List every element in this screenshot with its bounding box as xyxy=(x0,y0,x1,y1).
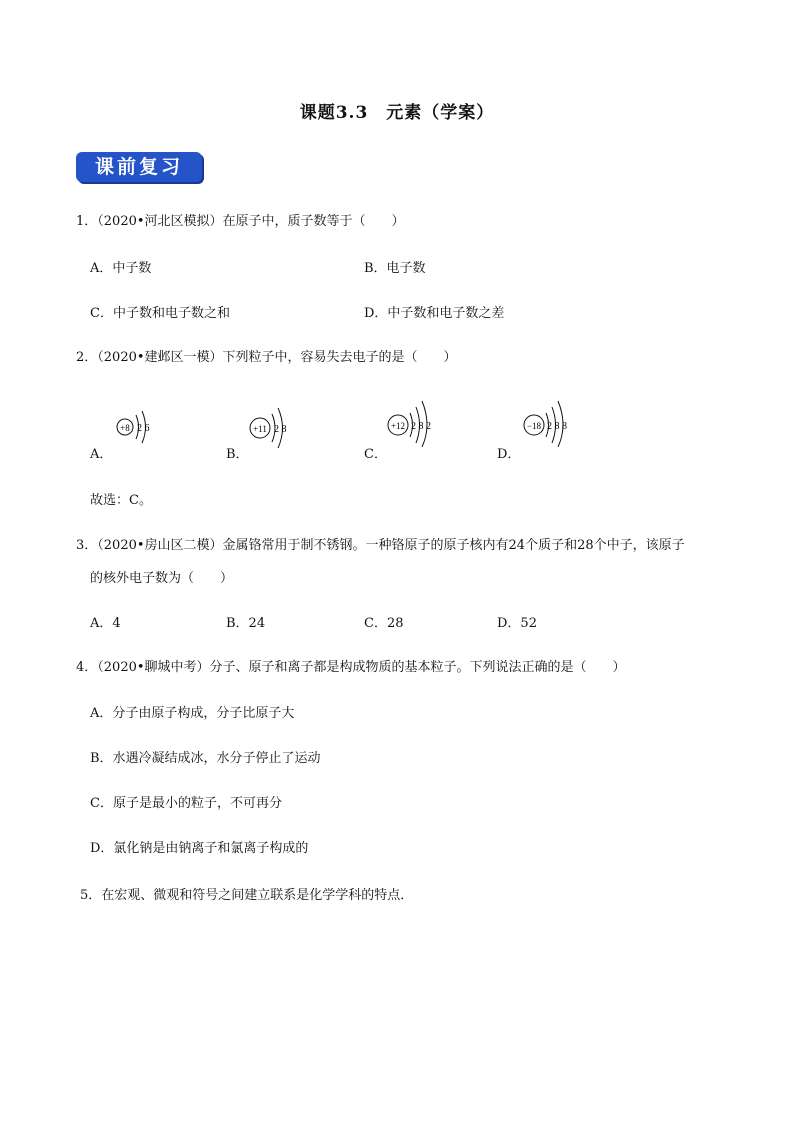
question-4-option-a: A．分子由原子构成，分子比原子大 xyxy=(90,706,295,721)
question-1-option-a: A．中子数 xyxy=(90,261,152,276)
question-3-option-d: D．52 xyxy=(497,616,537,631)
atom-b-nucleus: +11 xyxy=(253,424,267,434)
question-3-stem: 3．（2020•房山区二模）金属铬常用于制不锈钢。一种铬原子的原子核内有24个质子和28个中子，该原子 xyxy=(76,538,685,553)
question-4-stem: 4．（2020•聊城中考）分子、原子和离子都是构成物质的基本粒子。下列说法正确的是（ ） xyxy=(76,660,626,675)
question-2-option-a: A． xyxy=(90,447,113,462)
question-2-option-d: D． xyxy=(497,447,521,462)
atom-diagram-d xyxy=(518,395,582,453)
atom-diagram-c xyxy=(382,395,446,453)
question-3-option-c: C．28 xyxy=(364,616,404,631)
question-4-option-c: C．原子是最小的粒子，不可再分 xyxy=(90,796,282,811)
question-2-option-c: C． xyxy=(364,447,387,462)
question-4-option-d: D．氯化钠是由钠离子和氯离子构成的 xyxy=(90,841,309,856)
question-3-option-b: B．24 xyxy=(226,616,266,631)
question-3-option-a: A．4 xyxy=(90,616,121,631)
atom-diagram-a xyxy=(110,405,160,453)
atom-c-shells: 2 8 2 xyxy=(411,421,431,432)
question-4-option-b: B．水遇冷凝结成冰，水分子停止了运动 xyxy=(90,751,321,766)
question-1-option-b: B．电子数 xyxy=(364,261,426,276)
atom-a-shells: 2 6 xyxy=(137,423,150,434)
question-2-option-b: B． xyxy=(226,447,249,462)
atom-b-shells: 2 8 xyxy=(274,424,287,435)
atom-a-nucleus: +8 xyxy=(120,423,130,433)
question-2-answer: 故选：C。 xyxy=(90,493,152,508)
atom-d-shells: 2 8 8 xyxy=(547,421,567,432)
question-1-option-d: D．中子数和电子数之差 xyxy=(364,306,505,321)
question-5-stem: 5．在宏观、微观和符号之间建立联系是化学学科的特点． xyxy=(80,888,414,903)
question-1-option-c: C．中子数和电子数之和 xyxy=(90,306,230,321)
atom-c-nucleus: +12 xyxy=(390,421,406,431)
atom-d-nucleus: −18 xyxy=(526,421,542,431)
page-title: 课题3.3 元素（学案） xyxy=(299,103,495,123)
question-1-stem: 1．（2020•河北区模拟）在原子中，质子数等于（ ） xyxy=(76,214,405,229)
question-2-stem: 2．（2020•建邺区一模）下列粒子中，容易失去电子的是（ ） xyxy=(76,350,457,365)
section-banner: 课前复习 xyxy=(76,152,202,182)
atom-diagram-b xyxy=(244,400,304,454)
question-3-stem-continued: 的核外电子数为（ ） xyxy=(90,571,234,586)
